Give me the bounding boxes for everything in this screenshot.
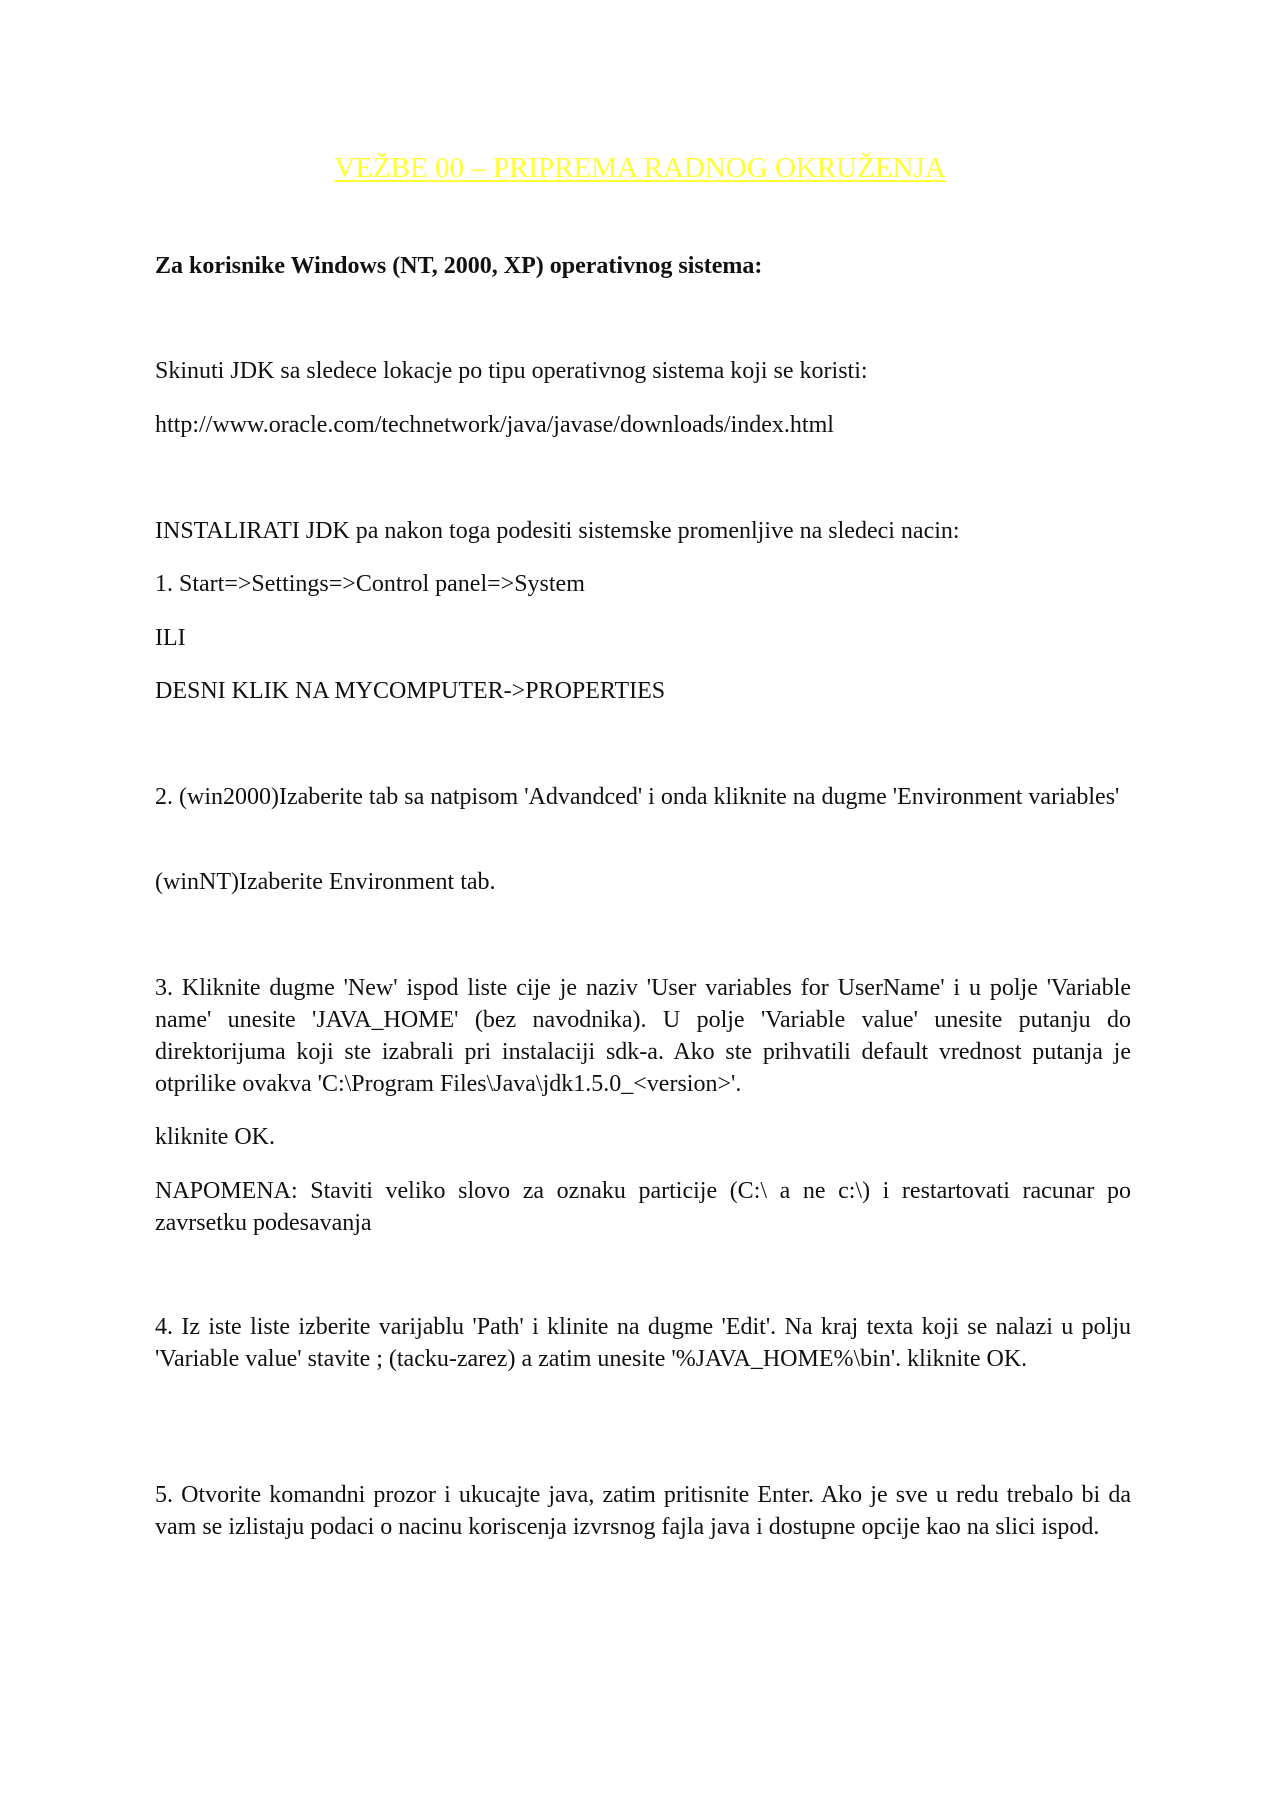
download-url: http://www.oracle.com/technetwork/java/javase/downloads/index.html bbox=[155, 412, 834, 438]
paragraph-desni-klik: DESNI KLIK NA MYCOMPUTER->PROPERTIES bbox=[155, 678, 666, 704]
paragraph-winnt: (winNT)Izaberite Environment tab. bbox=[155, 869, 496, 895]
step-5: 5. Otvorite komandni prozor i ukucajte java, zatim pritisnite Enter. Ako je sve u redu trebalo bi da vam se izlistaju podaci o nacinu koriscenja izvrsnog fajla java i dostupne opcije kao na slici ispod. bbox=[155, 1482, 1131, 1540]
paragraph-napomena: NAPOMENA: Staviti veliko slovo za oznaku particije (C:\ a ne c:\) i restartovati racunar po zavrsetku podesavanja bbox=[155, 1178, 1131, 1236]
step-4: 4. Iz iste liste izberite varijablu 'Path' i klinite na dugme 'Edit'. Na kraj texta koji se nalazi u polju 'Variable value' stavite ; (tacku-zarez) a zatim unesite '%JAVA_HOME%\bin'. kliknite OK. bbox=[155, 1314, 1131, 1372]
step-3: 3. Kliknite dugme 'New' ispod liste cije je naziv 'User variables for UserName' i u polje 'Variable name' unesite 'JAVA_HOME' (bez navodnika). U polje 'Variable value' unesite putanju do direktorijuma koji ste izabrali pri instalaciji sdk-a. Ako ste prihvatili default vrednost putanja je otprilike ovakva 'C:\Program Files\Java\jdk1.5.0_<version>'. bbox=[155, 975, 1131, 1097]
paragraph-ili: ILI bbox=[155, 625, 186, 651]
document-title: VEŽBE 00 – PRIPREMA RADNOG OKRUŽENJA bbox=[334, 152, 946, 184]
paragraph-kliknite-ok: kliknite OK. bbox=[155, 1124, 275, 1150]
step-1: 1. Start=>Settings=>Control panel=>System bbox=[155, 571, 585, 597]
paragraph-download: Skinuti JDK sa sledece lokacje po tipu operativnog sistema koji se koristi: bbox=[155, 358, 868, 384]
step-2: 2. (win2000)Izaberite tab sa natpisom 'Advandced' i onda kliknite na dugme 'Environment variables' bbox=[155, 784, 1120, 810]
paragraph-install: INSTALIRATI JDK pa nakon toga podesiti sistemske promenljive na sledeci nacin: bbox=[155, 518, 960, 544]
document-subtitle: Za korisnike Windows (NT, 2000, XP) operativnog sistema: bbox=[155, 253, 763, 279]
